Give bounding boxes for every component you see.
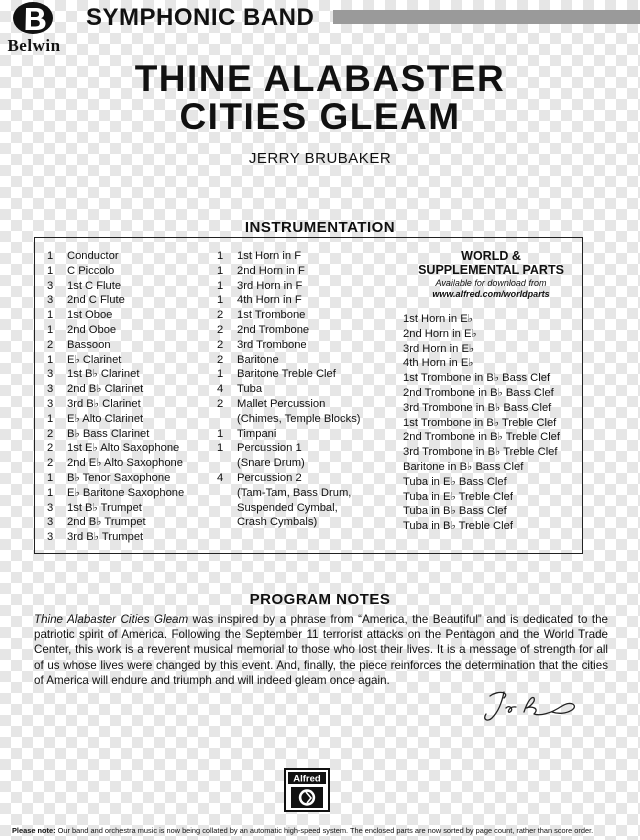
header-bar <box>333 10 640 24</box>
instrument-quantity: 1 <box>217 264 224 277</box>
piece-title <box>0 60 640 136</box>
world-parts-heading-1: WORLD & <box>461 249 521 263</box>
instrument-quantity: 1 <box>47 323 54 336</box>
instrument-row <box>217 397 361 412</box>
instrument-quantity: 1 <box>47 486 54 499</box>
instrument-row <box>217 249 361 264</box>
instrument-quantity: 2 <box>217 397 224 410</box>
belwin-logo-text: Belwin <box>7 36 61 55</box>
instrument-quantity: 1 <box>47 264 54 277</box>
instrument-name: Baritone <box>237 353 279 366</box>
instrument-row <box>47 456 184 471</box>
instrument-row <box>47 338 184 353</box>
composer-signature-icon <box>480 686 582 726</box>
instrument-name: B♭ Bass Clarinet <box>67 427 150 440</box>
world-part-row: 3rd Trombone in B♭ Bass Clef <box>403 401 552 414</box>
instrument-quantity: 1 <box>217 442 224 455</box>
instrument-name: (Chimes, Temple Blocks) <box>237 412 361 425</box>
instrument-name: Suspended Cymbal, <box>237 501 338 514</box>
instrument-name: Baritone Treble Clef <box>237 368 336 381</box>
instrument-row <box>217 471 361 486</box>
world-parts-list <box>403 312 579 534</box>
instrument-quantity: 3 <box>47 531 54 544</box>
instrument-quantity: 1 <box>47 353 54 366</box>
instrument-name: Mallet Percussion <box>237 397 326 410</box>
footer-text: Our band and orchestra music is now being collated by an automatic high-speed system. The enclosed parts are now sorted by page count, rather than score order. <box>55 826 594 835</box>
instrument-row <box>217 515 361 530</box>
instrument-row <box>47 515 184 530</box>
instrument-name: 3rd Horn in F <box>237 279 303 292</box>
instrument-row <box>217 308 361 323</box>
instrument-name: 2nd B♭ Trumpet <box>67 516 146 529</box>
instrument-name: 2nd E♭ Alto Saxophone <box>67 457 183 470</box>
instrument-name: 2nd Horn in F <box>237 264 305 277</box>
instrument-name: 1st Oboe <box>67 309 113 322</box>
world-part-row: 1st Horn in E♭ <box>403 313 473 325</box>
instrument-row <box>47 279 184 294</box>
instrument-name: 2nd C Flute <box>67 294 125 307</box>
instrument-quantity: 3 <box>47 501 54 514</box>
instrument-quantity: 1 <box>47 309 54 322</box>
instrument-quantity: 2 <box>217 353 224 366</box>
instrument-name: Bassoon <box>67 338 111 351</box>
instrument-name: E♭ Baritone Saxophone <box>67 486 185 499</box>
footer-label: Please note: <box>12 826 56 835</box>
instrument-quantity: 1 <box>217 250 224 262</box>
world-parts-url: www.alfred.com/worldparts <box>432 289 550 299</box>
instrument-name: (Tam-Tam, Bass Drum, <box>237 486 352 499</box>
instrument-name: 1st Horn in F <box>237 250 302 262</box>
world-part-row: Tuba in B♭ Bass Clef <box>403 505 507 518</box>
instrument-quantity: 3 <box>47 516 54 529</box>
instrument-row <box>47 308 184 323</box>
instrument-row <box>217 382 361 397</box>
instrument-row <box>47 323 184 338</box>
instrument-row <box>217 323 361 338</box>
instrument-row <box>47 293 184 308</box>
instrument-row <box>47 397 184 412</box>
program-notes-title: Thine Alabaster Cities Gleam <box>34 613 189 626</box>
instrument-name: Conductor <box>67 250 119 262</box>
world-part-row: 4th Horn in E♭ <box>403 357 474 370</box>
instrument-row <box>217 367 361 382</box>
world-part-row: Tuba in E♭ Treble Clef <box>403 490 513 503</box>
instrument-name: 1st Trombone <box>237 309 306 322</box>
instrument-quantity: 1 <box>217 427 224 440</box>
instrument-quantity: 3 <box>47 397 54 410</box>
instrument-name: 3rd B♭ Trumpet <box>67 531 144 544</box>
instrument-name: 1st B♭ Trumpet <box>67 501 142 514</box>
instrument-name: (Snare Drum) <box>237 457 305 470</box>
instrument-name: 3rd B♭ Clarinet <box>67 397 141 410</box>
belwin-b-badge-icon <box>12 1 54 35</box>
instrument-row <box>217 338 361 353</box>
instrument-row <box>47 367 184 382</box>
world-part-row: 2nd Horn in E♭ <box>403 327 477 340</box>
instrument-quantity: 2 <box>47 442 54 455</box>
instrument-quantity: 4 <box>217 383 224 396</box>
instrument-quantity: 1 <box>217 279 224 292</box>
instrument-quantity: 1 <box>217 294 224 307</box>
program-notes-body <box>34 612 608 688</box>
instrument-row <box>47 264 184 279</box>
instrument-row <box>47 427 184 442</box>
world-part-row: Tuba in E♭ Bass Clef <box>403 475 507 488</box>
instrument-row <box>217 456 361 471</box>
instrument-name: Percussion 2 <box>237 471 302 484</box>
instrument-quantity: 1 <box>217 368 224 381</box>
instrument-row <box>47 471 184 486</box>
world-part-row: 2nd Trombone in B♭ Bass Clef <box>403 386 554 399</box>
alfred-logo-text: Alfred <box>293 773 321 785</box>
world-part-row: 3rd Horn in E♭ <box>403 342 475 355</box>
instrument-name: E♭ Alto Clarinet <box>67 412 144 425</box>
instrument-quantity: 2 <box>47 427 54 440</box>
instrument-quantity: 2 <box>217 323 224 336</box>
world-part-row: 1st Trombone in B♭ Treble Clef <box>403 416 557 429</box>
series-title: SYMPHONIC BAND <box>86 4 315 31</box>
instrument-name: Crash Cymbals) <box>237 516 318 529</box>
instrument-row <box>217 501 361 516</box>
instrument-row <box>47 486 184 501</box>
instrument-row <box>217 264 361 279</box>
instrument-quantity: 2 <box>217 338 224 351</box>
instrument-name: 2nd Oboe <box>67 323 117 336</box>
world-part-row: 3rd Trombone in B♭ Treble Clef <box>403 446 558 459</box>
instrumentation-column-2 <box>217 249 361 530</box>
world-part-row: Baritone in B♭ Bass Clef <box>403 460 524 473</box>
world-parts-subtitle: Available for download from <box>435 278 547 288</box>
instrument-name: 3rd Trombone <box>237 338 307 351</box>
instrument-name: Percussion 1 <box>237 442 302 455</box>
world-parts-column <box>403 249 579 534</box>
instrumentation-heading: INSTRUMENTATION <box>244 219 396 236</box>
world-parts-heading-2: SUPPLEMENTAL PARTS <box>418 263 564 277</box>
instrument-row <box>217 293 361 308</box>
alfred-publisher-logo-icon <box>284 768 330 812</box>
instrument-row <box>47 530 184 545</box>
instrument-quantity: 3 <box>47 294 54 307</box>
instrument-quantity: 2 <box>47 457 54 470</box>
instrument-quantity: 3 <box>47 383 54 396</box>
footer-note <box>12 826 632 835</box>
instrument-quantity: 1 <box>47 250 54 262</box>
instrument-quantity: 4 <box>217 471 224 484</box>
instrument-row <box>47 353 184 368</box>
piece-title-line-2: CITIES GLEAM <box>179 96 461 137</box>
instrument-name: 1st B♭ Clarinet <box>67 368 140 381</box>
instrument-name: 2nd B♭ Clarinet <box>67 383 144 396</box>
instrument-name: 2nd Trombone <box>237 323 310 336</box>
instrument-row <box>217 412 361 427</box>
world-part-row: 2nd Trombone in B♭ Treble Clef <box>403 431 561 444</box>
instrument-quantity: 3 <box>47 279 54 292</box>
instrument-quantity: 3 <box>47 368 54 381</box>
instrument-row <box>217 486 361 501</box>
instrument-name: C Piccolo <box>67 264 115 277</box>
instrument-row <box>217 279 361 294</box>
instrument-row <box>217 427 361 442</box>
instrument-name: 4th Horn in F <box>237 294 302 307</box>
instrument-row <box>47 249 184 264</box>
instrument-quantity: 2 <box>217 309 224 322</box>
program-notes-heading: PROGRAM NOTES <box>249 591 391 608</box>
world-part-row: 1st Trombone in B♭ Bass Clef <box>403 372 551 385</box>
instrumentation-column-1 <box>47 249 184 545</box>
instrument-row <box>47 412 184 427</box>
instrument-row <box>217 441 361 456</box>
instrument-name: 1st E♭ Alto Saxophone <box>67 442 180 455</box>
belwin-logo <box>2 1 66 57</box>
composer-name: JERRY BRUBAKER <box>248 150 392 167</box>
instrument-row <box>47 441 184 456</box>
instrument-name: Tuba <box>237 383 263 396</box>
instrument-row <box>47 501 184 516</box>
instrument-quantity: 1 <box>47 412 54 425</box>
instrument-name: 1st C Flute <box>67 279 122 292</box>
instrument-name: B♭ Tenor Saxophone <box>67 471 171 484</box>
world-part-row: Tuba in B♭ Treble Clef <box>403 520 513 533</box>
instrument-name: Timpani <box>237 427 277 440</box>
instrument-row <box>217 353 361 368</box>
program-notes-text: was inspired by a phrase from “America, the Beautiful” and is dedicated to the patriotic spirit of America. Following the September 11 terrorist attacks on the Pentagon and the World Trade Center, this work is a reverent musical memorial to those who lost their lives. It is a message of strength for all of us whose lives were changed by this event. And, finally, the piece reinforces the determination that the cities of America will endure and triumph and will indeed gleam once again. <box>34 613 608 687</box>
piece-title-line-1: THINE ALABASTER <box>134 58 506 99</box>
instrument-quantity: 1 <box>47 471 54 484</box>
instrument-row <box>47 382 184 397</box>
instrumentation-box <box>34 237 583 554</box>
instrument-quantity: 2 <box>47 338 54 351</box>
instrument-name: E♭ Clarinet <box>67 353 122 366</box>
